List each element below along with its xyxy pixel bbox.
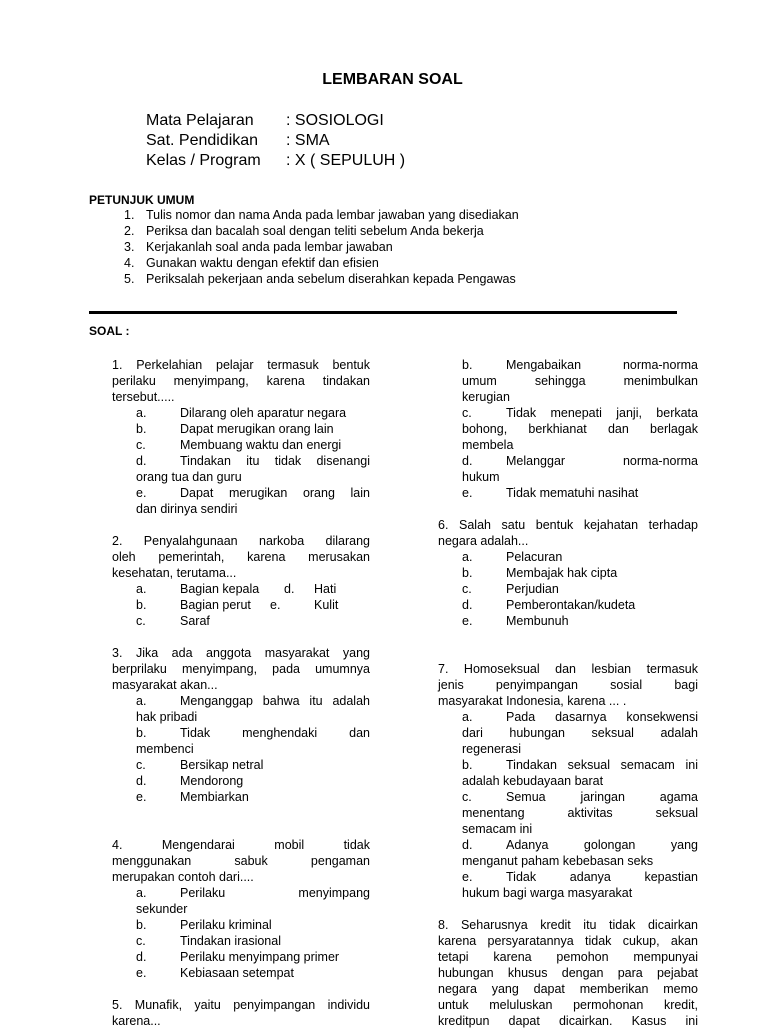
question-2: 2. Penyalahgunaan narkoba dilarang oleh pemerintah, karena merusakan kesehatan, terutama... a. Bagian kepala d. Hati b. Bagian perut e. Kulit c. Saraf (112, 534, 370, 628)
meta-class (146, 152, 405, 170)
question-5: 5. Munafik, yaitu penyimpangan individu karena... (112, 998, 370, 1028)
meta-value: : X ( SEPULUH ) (286, 152, 406, 169)
instruction-item: 2. Periksa dan bacalah soal dengan teliti sebelum Anda bekerja (124, 224, 484, 238)
instruction-item: 5. Periksalah pekerjaan anda sebelum diserahkan kepada Pengawas (124, 272, 516, 286)
instruction-item: 4. Gunakan waktu dengan efektif dan efisien (124, 256, 379, 270)
soal-heading: SOAL : (89, 324, 130, 338)
meta-label: Kelas / Program (146, 152, 261, 169)
page-title: LEMBARAN SOAL (322, 71, 463, 88)
question-1: 1. Perkelahian pelajar termasuk bentuk perilaku menyimpang, karena tindakan tersebut..... a. Dilarang oleh aparatur negara b. Dapat merugikan orang lain c. Membuang waktu dan energi d. Tindakan itu tidak disenangi orang tua dan guru e. Dapat merugikan orang lain dan dirinya sendiri (112, 358, 370, 516)
instructions-heading: PETUNJUK UMUM (89, 193, 195, 207)
question-6: 6. Salah satu bentuk kejahatan terhadap negara adalah... a. Pelacuran b. Membajak hak cipta c. Perjudian d. Pemberontakan/kudeta e. Membunuh (438, 518, 698, 628)
right-column (438, 357, 698, 1029)
question-8: 8. Seharusnya kredit itu tidak dicairkan karena persyaratannya tidak cukup, akan tetapi karena pemohon mempunyai hubungan khusus dengan para pejabat negara yang dapat memberikan memo untuk meluluskan permohonan kredit, kreditpun dapat dicairkan. Kasus ini (438, 918, 698, 1028)
meta-label: Mata Pelajaran (146, 112, 254, 129)
question-7: 7. Homoseksual dan lesbian termasuk jenis penyimpangan sosial bagi masyarakat Indonesia, karena ... . a. Pada dasarnya konsekwensi dari hubungan seksual adalah regenerasi b. Tindakan seksual semacam ini adalah kebudayaan barat c. Semua jaringan agama menentang aktivitas seksual semacam ini d. Adanya golongan yang menganut paham kebebasan seks e. Tidak adanya kepastian hukum bagi warga masyarakat (438, 662, 698, 900)
left-column (112, 357, 370, 1029)
divider-line (89, 311, 677, 314)
meta-value: : SMA (286, 132, 330, 149)
meta-value: : SOSIOLOGI (286, 112, 384, 129)
meta-label: Sat. Pendidikan (146, 132, 259, 149)
instruction-item: 1. Tulis nomor dan nama Anda pada lembar jawaban yang disediakan (124, 208, 519, 222)
question-5-options: b. Mengabaikan norma-norma umum sehingga menimbulkan kerugian c. Tidak menepati janji, berkata bohong, berkhianat dan berlagak membela d. Melanggar norma-norma hukum e. Tidak mematuhi nasihat (462, 358, 698, 500)
meta-school-level (146, 132, 330, 150)
meta-subject (146, 112, 384, 130)
question-3: 3. Jika ada anggota masyarakat yang berprilaku menyimpang, pada umumnya masyarakat akan... a. Menganggap bahwa itu adalah hak pribadi b. Tidak menghendaki dan membenci c. Bersikap netral d. Mendorong e. Membiarkan (112, 646, 370, 804)
instruction-item: 3. Kerjakanlah soal anda pada lembar jawaban (124, 240, 393, 254)
question-4: 4. Mengendarai mobil tidak menggunakan sabuk pengaman merupakan contoh dari.... a. Perilaku menyimpang sekunder b. Perilaku kriminal c. Tindakan irasional d. Perilaku menyimpang primer e. Kebiasaan setempat (112, 838, 370, 980)
